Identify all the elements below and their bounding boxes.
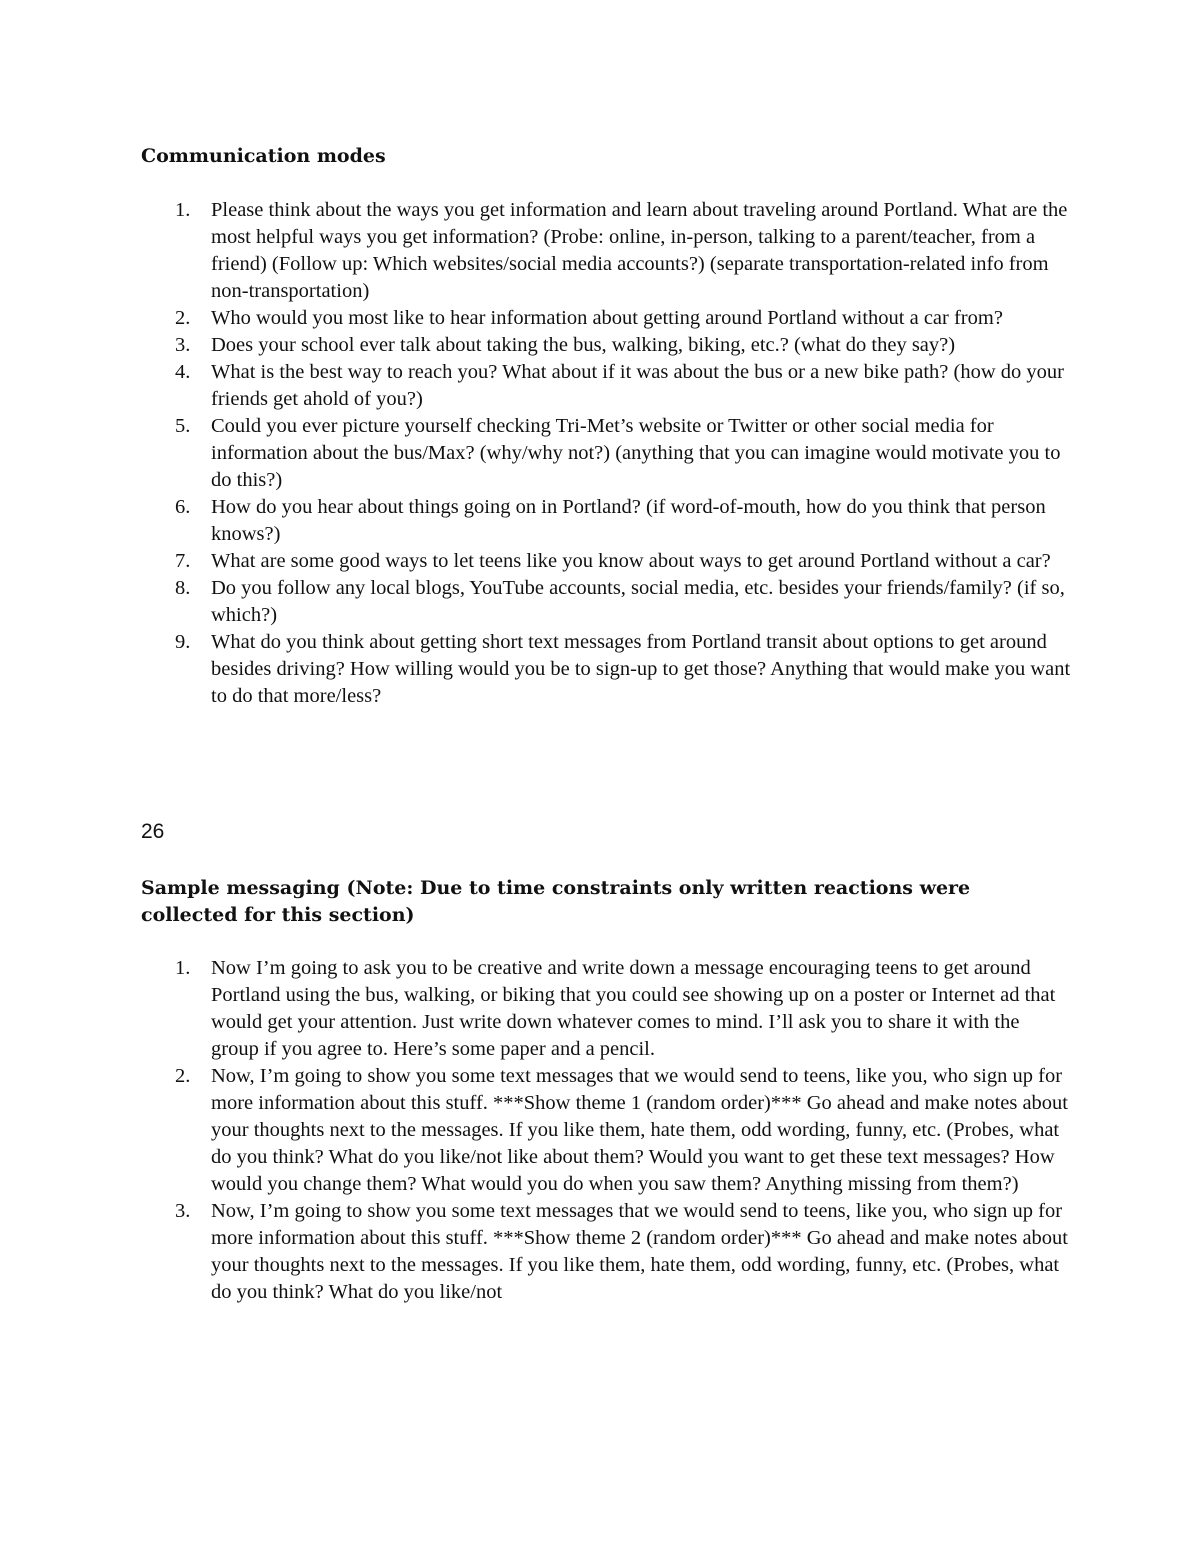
section-heading-communication-modes: Communication modes [141,145,386,167]
item-text: Please think about the ways you get information and learn about traveling around Portland. What are the most helpful ways you get information? (Probe: online, in-person, talking to a parent/teacher, from a friend) (Follow up: Which websites/social media accounts?) (separate transportation-related info from non-transportation) [211,199,1068,302]
item-number: 1. [175,199,191,221]
list-item [0,955,1071,1063]
item-number: 8. [175,577,191,599]
list-item [0,197,1071,305]
list-item [0,1063,1071,1198]
section-heading-sample-messaging: Sample messaging (Note: Due to time constraints only written reactions were collected for this section) [141,877,971,926]
item-number: 5. [175,415,191,437]
item-number: 2. [175,307,191,329]
item-number: 7. [175,550,191,572]
list-item [0,494,1071,548]
item-number: 3. [175,1200,191,1222]
item-text: What is the best way to reach you? What about if it was about the bus or a new bike path? (how do your friends get ahold of you?) [211,361,1064,410]
item-text: What are some good ways to let teens like you know about ways to get around Portland without a car? [211,550,1051,572]
item-text: Who would you most like to hear information about getting around Portland without a car from? [211,307,1003,329]
list-item [0,305,1071,332]
communication-questions-list [0,197,1200,710]
item-text: Could you ever picture yourself checking Tri-Met’s website or Twitter or other social media for information about the bus/Max? (why/why not?) (anything that you can imagine would motivate you to do this?) [211,415,1061,491]
list-item [0,413,1071,494]
item-text: Now I’m going to ask you to be creative and write down a message encouraging teens to get around Portland using the bus, walking, or biking that you could see showing up on a poster or Internet ad that would get your attention. Just write down whatever comes to mind. I’ll ask you to share it with the group if you agree to. Here’s some paper and a pencil. [211,957,1056,1060]
item-number: 1. [175,957,191,979]
list-item [0,575,1071,629]
item-text: How do you hear about things going on in Portland? (if word-of-mouth, how do you think that person knows?) [211,496,1046,545]
item-text: Does your school ever talk about taking the bus, walking, biking, etc.? (what do they say?) [211,334,956,356]
page-number: 26 [141,820,165,843]
list-item [0,548,1071,575]
sample-messaging-list [0,955,1200,1306]
item-number: 6. [175,496,191,518]
list-item [0,359,1071,413]
item-text: What do you think about getting short text messages from Portland transit about options to get around besides driving? How willing would you be to sign-up to get those? Anything that would make you want to do that more/less? [211,631,1071,707]
item-number: 9. [175,631,191,653]
item-number: 4. [175,361,191,383]
item-number: 2. [175,1065,191,1087]
list-item [0,629,1071,710]
item-number: 3. [175,334,191,356]
item-text: Now, I’m going to show you some text messages that we would send to teens, like you, who sign up for more information about this stuff. ***Show theme 1 (random order)*** Go ahead and make notes about your thoughts next to the messages. If you like them, hate them, odd wording, funny, etc. (Probes, what do you think? What do you like/not like about them? Would you want to get these text messages? How would you change them? What would you do when you saw them? Anything missing from them?) [211,1065,1069,1195]
item-text: Now, I’m going to show you some text messages that we would send to teens, like you, who sign up for more information about this stuff. ***Show theme 2 (random order)*** Go ahead and make notes about your thoughts next to the messages. If you like them, hate them, odd wording, funny, etc. (Probes, what do you think? What do you like/not [211,1200,1069,1303]
list-item [0,332,1071,359]
list-item [0,1198,1071,1306]
item-text: Do you follow any local blogs, YouTube accounts, social media, etc. besides your friends/family? (if so, which?) [211,577,1065,626]
